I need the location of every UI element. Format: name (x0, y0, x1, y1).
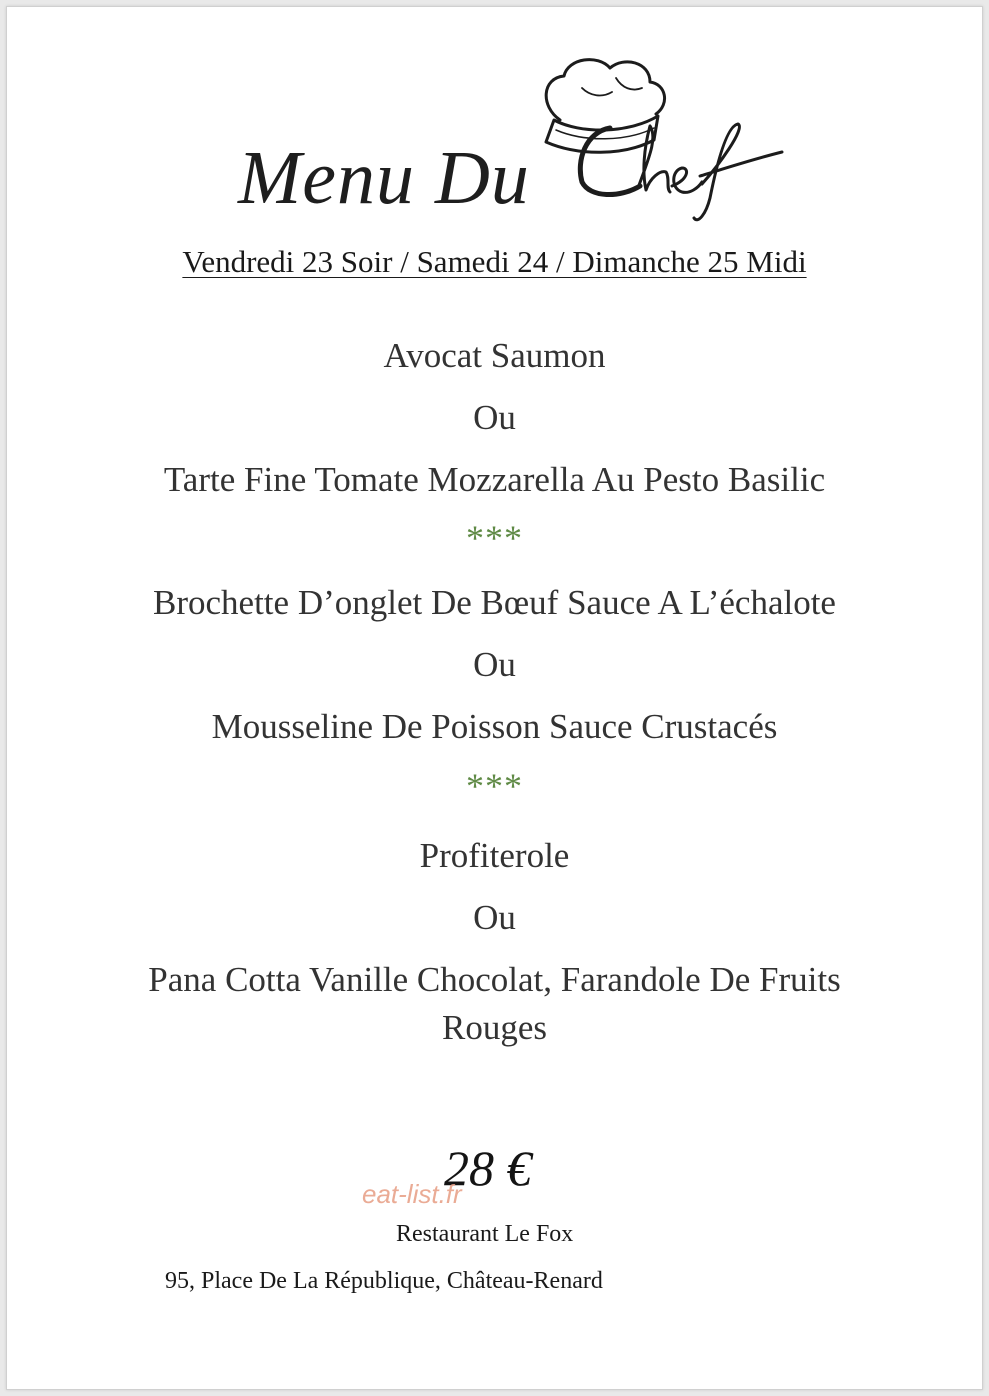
chef-hat-icon (520, 48, 790, 228)
course-3-option-2-line-1: Pana Cotta Vanille Chocolat, Farandole De Fruits (148, 960, 841, 999)
course-separator: *** (466, 518, 523, 558)
watermark: eat-list.fr (362, 1179, 462, 1209)
course-separator: *** (466, 766, 523, 806)
restaurant-name: Restaurant Le Fox (396, 1221, 574, 1247)
menu-dates: Vendredi 23 Soir / Samedi 24 / Dimanche 25 Midi (182, 244, 807, 279)
chef-script-e (672, 168, 702, 192)
course-2-option-2: Mousseline De Poisson Sauce Crustacés (211, 707, 778, 746)
chef-script-f (694, 124, 782, 220)
chef-hat-crease (582, 78, 642, 95)
course-1-option-1: Avocat Saumon (383, 336, 606, 375)
course-2-or: Ou (473, 645, 516, 684)
restaurant-address: 95, Place De La République, Château-Renard (165, 1268, 603, 1294)
chef-hat-band (546, 116, 658, 152)
course-1-or: Ou (473, 398, 516, 437)
course-2-option-1: Brochette D’onglet De Bœuf Sauce A L’échalote (153, 583, 836, 622)
course-3-or: Ou (473, 898, 516, 937)
chef-hat-puffs (546, 60, 664, 120)
menu-title: Menu Du (238, 136, 530, 220)
course-3-option-2-line-2: Rouges (442, 1008, 547, 1047)
course-3-option-1: Profiterole (419, 836, 570, 875)
chef-script-h (638, 126, 670, 192)
course-1-option-2: Tarte Fine Tomate Mozzarella Au Pesto Basilic (163, 460, 826, 499)
menu-price: 28 € (444, 1140, 532, 1196)
